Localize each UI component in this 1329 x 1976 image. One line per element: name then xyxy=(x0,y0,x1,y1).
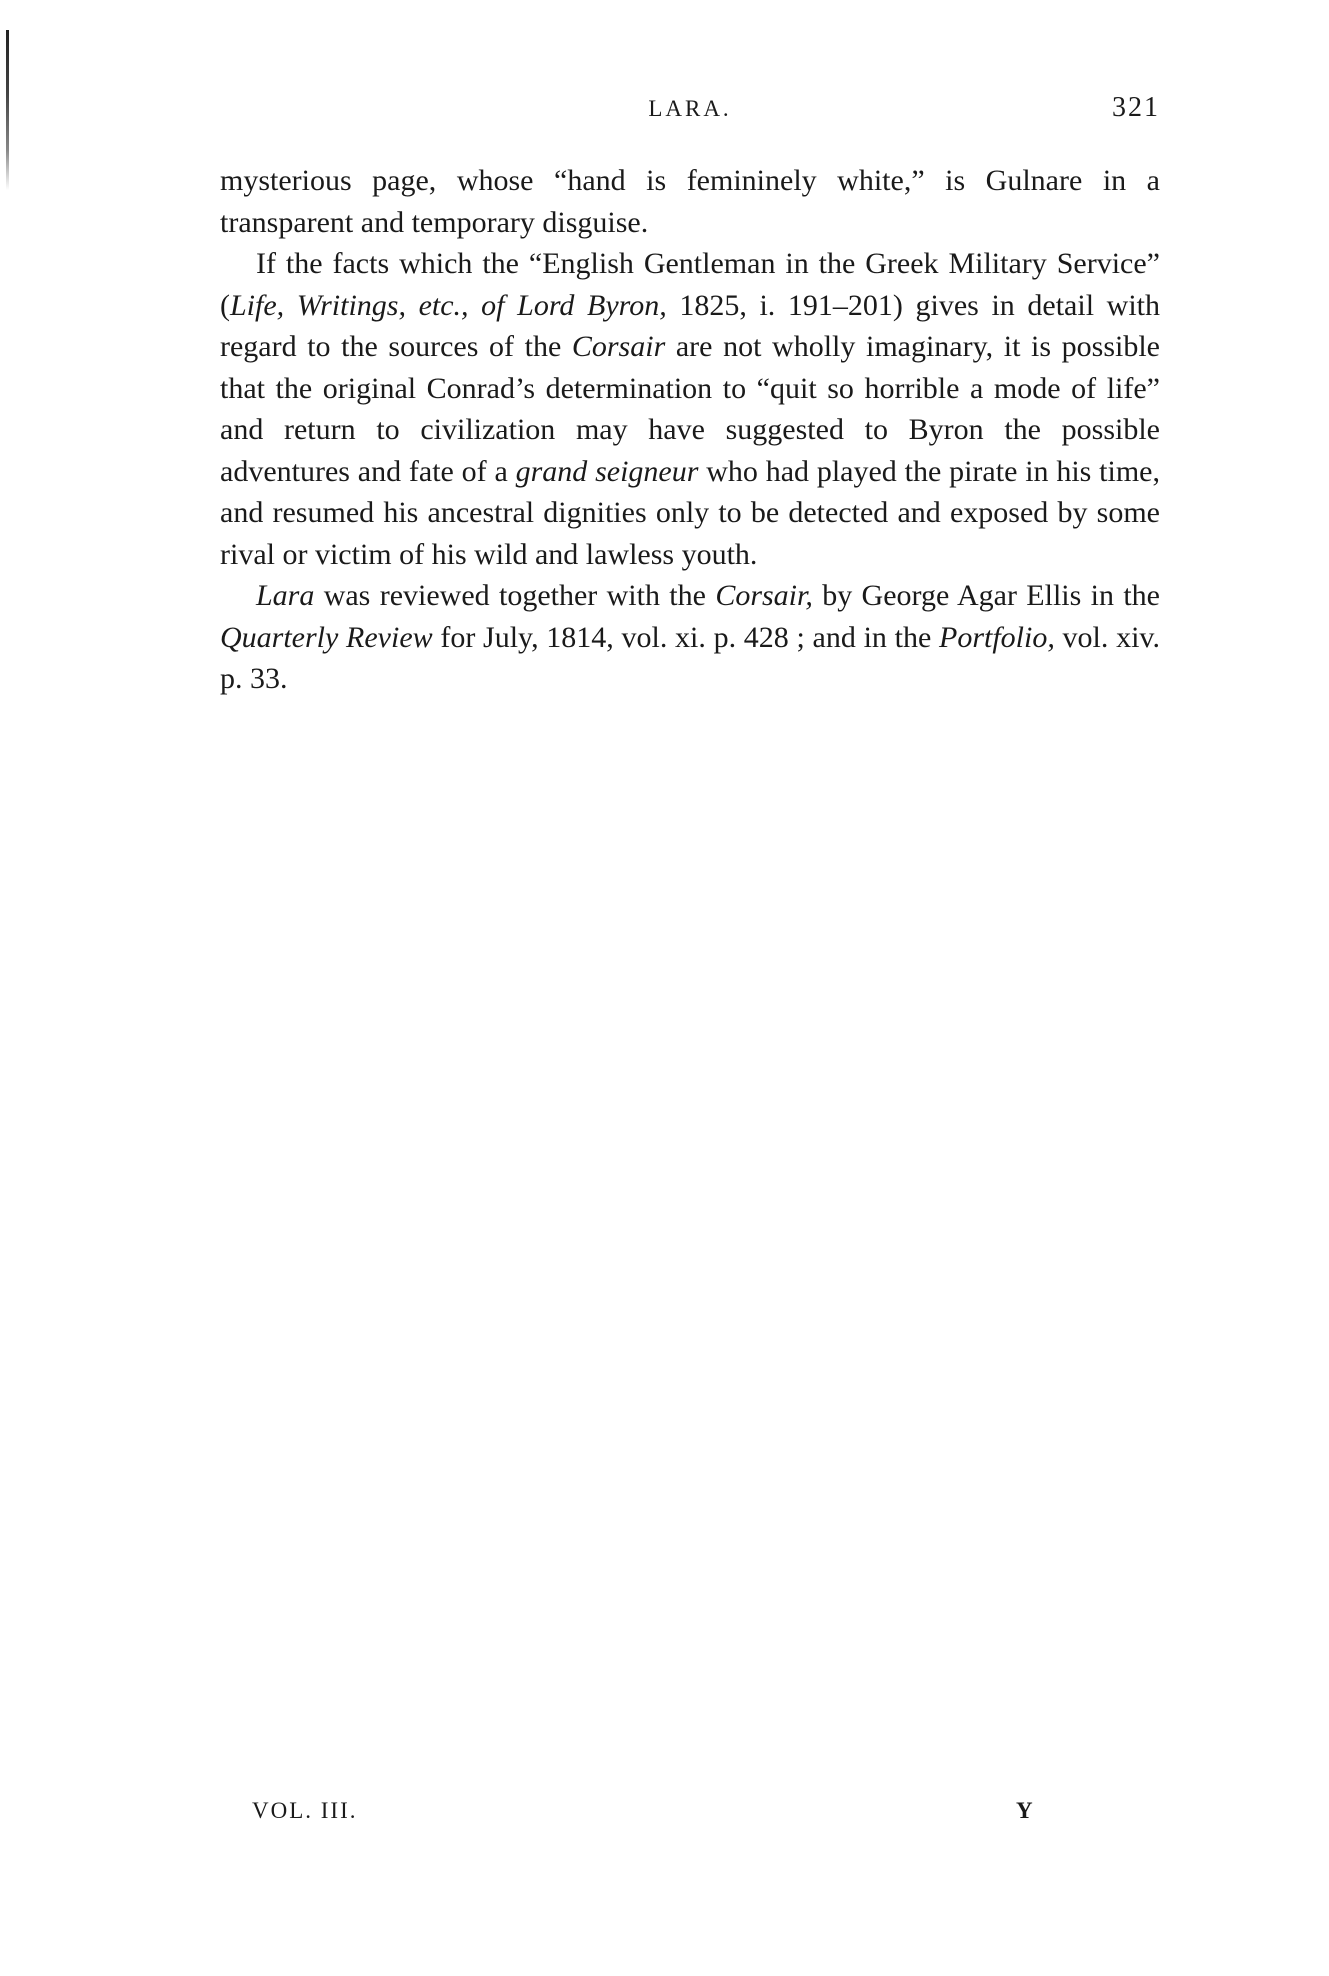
paragraph xyxy=(220,575,1160,700)
italic-text: Portfolio, xyxy=(939,620,1055,654)
volume-label: VOL. III. xyxy=(252,1798,358,1823)
text-segment: vol. xiv. p. 33. xyxy=(220,620,1160,695)
page-number: 321 xyxy=(1112,92,1160,123)
text-segment: who had played the pirate in his time, and resumed his ancestral dignities only to be detected and exposed by some rival or victim of his wild and lawless youth. xyxy=(220,454,1160,571)
text-segment: mysterious page, whose “hand is femininely white,” is Gulnare in a transparent and temporary disguise. xyxy=(220,164,1160,239)
text-segment: was reviewed together with the xyxy=(314,579,716,612)
running-head xyxy=(220,92,1160,132)
paragraph xyxy=(220,160,1160,243)
text-segment: If the facts which the “English Gentleman in the Greek Military Service” ( xyxy=(220,247,1160,322)
italic-text: Quarterly Review xyxy=(220,620,433,654)
text-segment: 1825, i. 191–201) gives in detail with regard to the sources of the xyxy=(220,288,1160,363)
italic-text: Life, Writings, etc., of Lord Byron, xyxy=(230,288,667,322)
text-segment: by George Agar Ellis in the xyxy=(812,579,1160,612)
text-segment: for July, 1814, vol. xi. p. 428 ; and in the xyxy=(432,620,939,654)
running-title: LARA. xyxy=(648,96,732,121)
italic-text: grand seigneur xyxy=(515,454,699,488)
signature-mark: Y xyxy=(1016,1798,1035,1823)
scan-edge-mark xyxy=(6,30,9,190)
paragraph xyxy=(220,243,1160,575)
page-footer xyxy=(252,1798,1052,1838)
italic-text: Corsair xyxy=(571,330,666,363)
italic-text: Corsair, xyxy=(715,579,813,612)
italic-text: Lara xyxy=(256,579,315,612)
body-text xyxy=(220,160,1160,700)
text-segment: are not wholly imaginary, it is possible that the original Conrad’s determination to “quit so horrible a mode of life” and return to civilization may have suggested to Byron the possible adventures and fate of a xyxy=(220,330,1160,488)
